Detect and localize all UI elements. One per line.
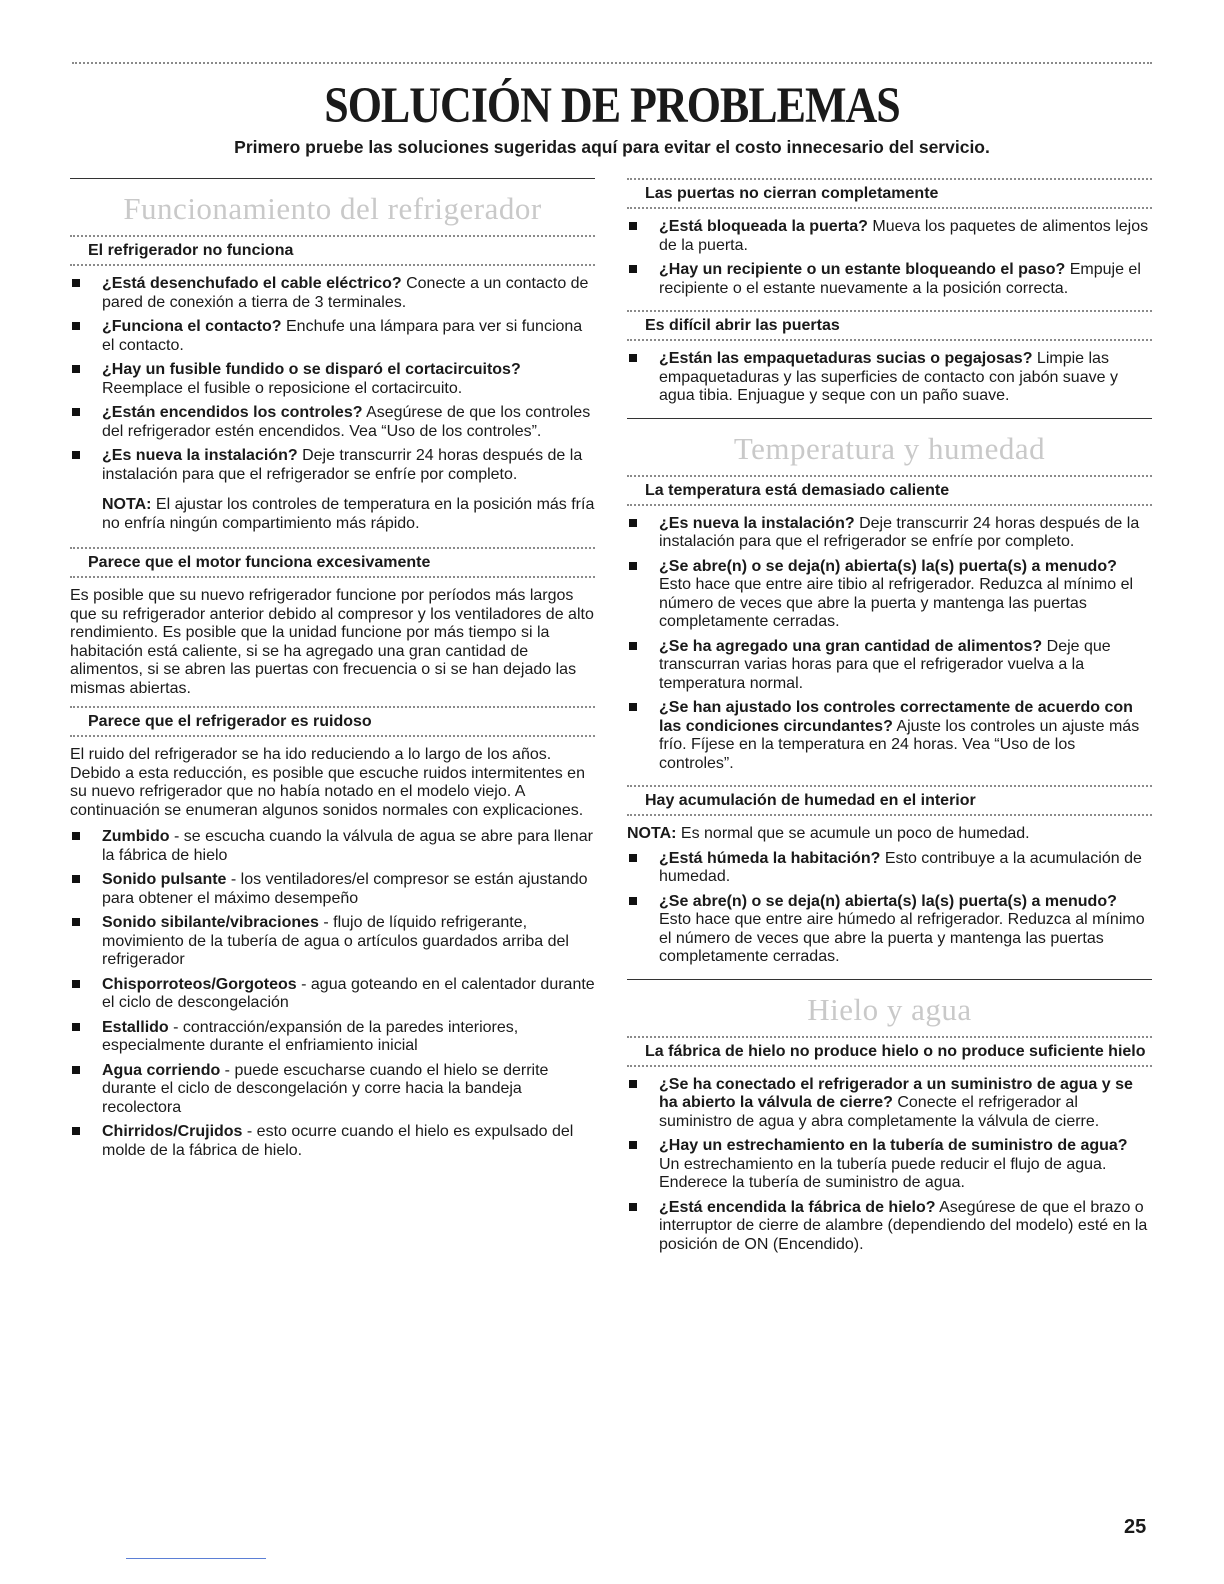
item-answer: - los ventiladores/el compresor se están ajustando para obtener el máximo desempeño bbox=[102, 871, 588, 907]
item-question: ¿Están encendidos los controles? bbox=[102, 404, 363, 421]
item-question: ¿Se abre(n) o se deja(n) abierta(s) la(s) puerta(s) a menudo? bbox=[659, 892, 1117, 910]
list-item bbox=[627, 1199, 1152, 1255]
bullet-square-icon bbox=[629, 562, 637, 570]
item-question: ¿Está húmeda la habitación? bbox=[659, 849, 881, 867]
note-text: Es normal que se acumule un poco de humedad. bbox=[676, 825, 1030, 842]
item-question: ¿Hay un fusible fundido o se disparó el cortacircuitos? bbox=[102, 361, 521, 378]
item-answer: Un estrechamiento en la tubería puede reducir el flujo de agua. Enderece la tubería de suministro de agua. bbox=[659, 1155, 1107, 1191]
note-text: El ajustar los controles de temperatura en la posición más fría no enfría ningún compartimiento más rápido. bbox=[102, 496, 595, 532]
item-answer: - contracción/expansión de la paredes interiores, especialmente durante el enfriamiento inicial bbox=[102, 1018, 519, 1054]
page-number: 25 bbox=[1124, 1516, 1147, 1538]
list-item bbox=[70, 318, 595, 355]
list-item bbox=[627, 558, 1152, 632]
item-answer: - se escucha cuando la válvula de agua se abre para llenar la fábrica de hielo bbox=[102, 828, 593, 864]
item-answer: Conecte a un contacto de pared de conexión a tierra de 3 terminales. bbox=[102, 275, 589, 311]
bullet-square-icon bbox=[72, 322, 80, 330]
section-title-hielo: Hielo y agua bbox=[627, 979, 1152, 1036]
item-answer: Esto contribuye a la acumulación de humedad. bbox=[659, 849, 1142, 885]
item-answer: Deje transcurrir 24 horas después de la instalación para que el refrigerador se enfríe por completo. bbox=[659, 514, 1140, 550]
item-answer: Esto hace que entre aire húmedo al refrigerador. Reduzca al mínimo el número de veces que abre la puerta y mantenga las puertas completamente cerradas. bbox=[659, 911, 1145, 965]
item-answer: Conecte el refrigerador al suministro de agua y abra completamente la válvula de cierre. bbox=[659, 1094, 1100, 1130]
item-question: ¿Están las empaquetaduras sucias o pegajosas? bbox=[659, 350, 1033, 367]
list-item bbox=[627, 1137, 1152, 1193]
item-answer: Limpie las empaquetaduras y las superficies de contacto con jabón suave y agua tibia. Enjuague y seque con un paño suave. bbox=[659, 350, 1118, 404]
item-question: Estallido bbox=[102, 1018, 169, 1036]
bullet-square-icon bbox=[72, 1023, 80, 1031]
no-funciona-list bbox=[70, 275, 595, 484]
item-question: ¿Funciona el contacto? bbox=[102, 318, 282, 335]
puertas-list bbox=[627, 218, 1152, 298]
item-answer: Asegúrese de que el brazo o interruptor de cierre de alambre (dependiendo del modelo) esté en la posición de ON (Encendido). bbox=[659, 1198, 1148, 1253]
item-answer: - flujo de líquido refrigerante, movimiento de la tubería de agua o artículos guardados arriba del refrigerador bbox=[102, 914, 569, 968]
subsection-heading: Parece que el motor funciona excesivamente bbox=[70, 547, 595, 578]
item-question: ¿Es nueva la instalación? bbox=[102, 447, 298, 464]
footer-blue-line bbox=[126, 1558, 266, 1559]
section-title-funcionamiento: Funcionamiento del refrigerador bbox=[70, 178, 595, 235]
humedad-list bbox=[627, 850, 1152, 967]
sounds-list bbox=[70, 828, 595, 1160]
bullet-square-icon bbox=[629, 642, 637, 650]
item-question: ¿Está encendida la fábrica de hielo? bbox=[659, 1198, 936, 1216]
item-question: ¿Se ha conectado el refrigerador a un suministro de agua y se ha abierto la válvula de cierre? bbox=[659, 1075, 1133, 1111]
bullet-square-icon bbox=[72, 918, 80, 926]
item-question: ¿Se ha agregado una gran cantidad de alimentos? bbox=[659, 637, 1043, 655]
list-item bbox=[627, 850, 1152, 887]
bullet-square-icon bbox=[629, 222, 637, 230]
list-item bbox=[627, 350, 1152, 406]
bullet-square-icon bbox=[629, 1141, 637, 1149]
item-answer: Deje transcurrir 24 horas después de la instalación para que el refrigerador se enfríe por completo. bbox=[102, 447, 583, 483]
subsection-heading: Hay acumulación de humedad en el interior bbox=[627, 785, 1152, 816]
abrir-list bbox=[627, 350, 1152, 406]
item-answer: Esto hace que entre aire tibio al refrigerador. Reduzca al mínimo el número de veces que abre la puerta y mantenga las puertas completamente cerradas. bbox=[659, 576, 1134, 630]
bullet-square-icon bbox=[629, 854, 637, 862]
item-answer: Asegúrese de que los controles del refrigerador estén encendidos. Vea “Uso de los controles”. bbox=[102, 404, 591, 440]
caliente-list bbox=[627, 515, 1152, 774]
subsection-heading: Las puertas no cierran completamente bbox=[627, 178, 1152, 209]
page-title: SOLUCIÓN DE PROBLEMAS bbox=[324, 77, 900, 134]
note-label: NOTA: bbox=[102, 496, 152, 513]
item-answer: Deje que transcurran varias horas para que el refrigerador vuelva a la temperatura normal. bbox=[659, 637, 1111, 692]
bullet-square-icon bbox=[72, 832, 80, 840]
list-item bbox=[70, 1062, 595, 1118]
subsection-heading: El refrigerador no funciona bbox=[70, 235, 595, 266]
list-item bbox=[70, 871, 595, 908]
list-item bbox=[70, 976, 595, 1013]
item-question: ¿Está desenchufado el cable eléctrico? bbox=[102, 275, 402, 292]
item-question: ¿Está bloqueada la puerta? bbox=[659, 218, 868, 235]
bullet-square-icon bbox=[72, 875, 80, 883]
item-question: ¿Es nueva la instalación? bbox=[659, 514, 855, 532]
bullet-square-icon bbox=[629, 519, 637, 527]
item-question: ¿Se han ajustado los controles correctamente de acuerdo con las condiciones circundantes? bbox=[659, 699, 1133, 735]
list-item bbox=[70, 275, 595, 312]
list-item bbox=[627, 893, 1152, 967]
top-dotted-rule bbox=[72, 62, 1152, 64]
list-item bbox=[70, 361, 595, 398]
item-question: Chirridos/Crujidos bbox=[102, 1123, 243, 1140]
right-column bbox=[627, 178, 1152, 1266]
bullet-square-icon bbox=[72, 980, 80, 988]
bullet-square-icon bbox=[72, 451, 80, 459]
item-question: Chisporroteos/Gorgoteos bbox=[102, 975, 297, 993]
item-answer: Ajuste los controles un ajuste más frío. Fíjese en la temperatura en 24 horas. Vea “Uso de los controles”. bbox=[659, 717, 1140, 772]
paragraph: Es posible que su nuevo refrigerador funcione por períodos más largos que su refrigerador anterior debido al compresor y los ventiladores de alto rendimiento. Es posible que la unidad funcione por más tiempo si la habitación está caliente, si se ha agregado una gran cantidad de alimentos, si se abren las puertas con frecuencia o si se han dejado las mismas abiertas. bbox=[70, 587, 594, 697]
item-question: Sonido sibilante/vibraciones bbox=[102, 914, 319, 931]
subsection-heading: La fábrica de hielo no produce hielo o no produce suficiente hielo bbox=[627, 1036, 1152, 1067]
list-item bbox=[70, 404, 595, 441]
item-question: Sonido pulsante bbox=[102, 871, 227, 888]
bullet-square-icon bbox=[629, 703, 637, 711]
list-item bbox=[627, 515, 1152, 552]
item-answer: Enchufe una lámpara para ver si funciona el contacto. bbox=[102, 318, 583, 354]
subsection-heading: La temperatura está demasiado caliente bbox=[627, 475, 1152, 506]
list-item bbox=[70, 914, 595, 970]
bullet-square-icon bbox=[72, 1066, 80, 1074]
bullet-square-icon bbox=[629, 265, 637, 273]
item-question: ¿Se abre(n) o se deja(n) abierta(s) la(s) puerta(s) a menudo? bbox=[659, 557, 1117, 575]
subsection-heading: Parece que el refrigerador es ruidoso bbox=[70, 706, 595, 737]
page-subtitle: Primero pruebe las soluciones sugeridas aquí para evitar el costo innecesario del servicio. bbox=[234, 137, 990, 157]
list-item bbox=[70, 828, 595, 865]
item-question: Zumbido bbox=[102, 828, 170, 845]
item-answer: Reemplace el fusible o reposicione el cortacircuito. bbox=[102, 379, 463, 397]
left-column bbox=[70, 178, 595, 1172]
list-item bbox=[627, 261, 1152, 298]
item-answer: - puede escucharse cuando el hielo se derrite durante el ciclo de descongelación y corre hacia la bandeja recolectora bbox=[102, 1061, 549, 1116]
bullet-square-icon bbox=[72, 408, 80, 416]
bullet-square-icon bbox=[72, 1127, 80, 1135]
item-answer: - agua goteando en el calentador durante el ciclo de descongelación bbox=[102, 975, 595, 1011]
list-item bbox=[627, 638, 1152, 694]
item-answer: - esto ocurre cuando el hielo es expulsado del molde de la fábrica de hielo. bbox=[102, 1123, 574, 1159]
paragraph: El ruido del refrigerador se ha ido reduciendo a lo largo de los años. Debido a esta reducción, es posible que escuche ruidos intermitentes en su nuevo refrigerador que no había notado en el modelo viejo. A continuación se enumeran algunos sonidos normales con explicaciones. bbox=[70, 746, 585, 819]
item-answer: Empuje el recipiente o el estante nuevamente a la posición correcta. bbox=[659, 261, 1141, 297]
bullet-square-icon bbox=[629, 1080, 637, 1088]
bullet-square-icon bbox=[72, 365, 80, 373]
list-item bbox=[70, 1123, 595, 1160]
bullet-square-icon bbox=[629, 354, 637, 362]
hielo-list bbox=[627, 1076, 1152, 1255]
list-item bbox=[627, 1076, 1152, 1132]
list-item bbox=[70, 1019, 595, 1056]
list-item bbox=[70, 447, 595, 484]
note-label: NOTA: bbox=[627, 825, 677, 842]
item-question: Agua corriendo bbox=[102, 1061, 221, 1079]
subsection-heading: Es difícil abrir las puertas bbox=[627, 310, 1152, 341]
item-question: ¿Hay un estrechamiento en la tubería de suministro de agua? bbox=[659, 1137, 1128, 1154]
bullet-square-icon bbox=[629, 897, 637, 905]
note bbox=[627, 825, 1152, 844]
item-question: ¿Hay un recipiente o un estante bloqueando el paso? bbox=[659, 261, 1066, 278]
list-item bbox=[627, 699, 1152, 773]
section-title-temperatura: Temperatura y humedad bbox=[627, 418, 1152, 475]
bullet-square-icon bbox=[72, 279, 80, 287]
list-item bbox=[627, 218, 1152, 255]
bullet-square-icon bbox=[629, 1203, 637, 1211]
note bbox=[102, 496, 595, 533]
item-answer: Mueva los paquetes de alimentos lejos de la puerta. bbox=[659, 218, 1149, 254]
